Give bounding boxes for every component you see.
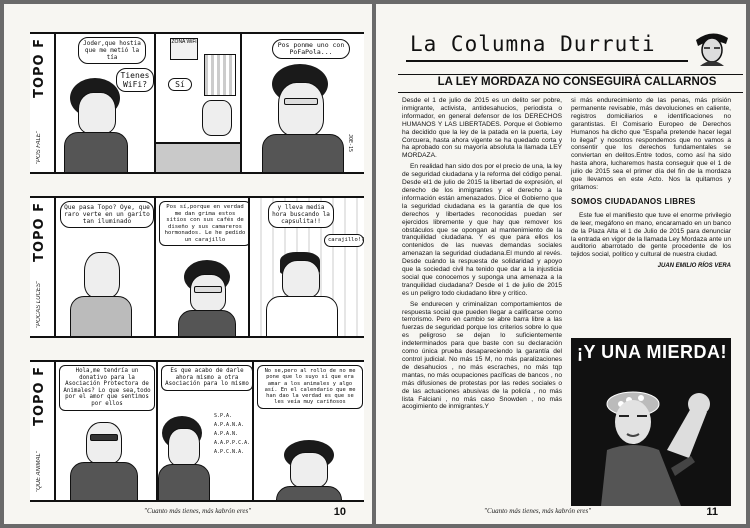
character-body: [262, 134, 344, 172]
character-face: [84, 252, 120, 298]
author-byline: JUAN EMILIO RÍOS VERA: [657, 263, 731, 270]
topo-logo: TOPO F: [32, 366, 47, 426]
comic-panel: [156, 362, 254, 500]
character-body: [276, 486, 342, 500]
association-list: [214, 412, 252, 457]
strip-subtitle: "QUE ANIMAL": [36, 450, 42, 492]
left-page: [4, 4, 372, 524]
character-body: [70, 462, 138, 500]
list-item: A.P.A.N.A.: [214, 422, 245, 428]
page-number: 11: [706, 506, 718, 518]
strip-brand: [30, 362, 56, 500]
character-face: [190, 274, 226, 312]
character-body: [158, 464, 210, 500]
article-headline: LA LEY MORDAZA NO CONSEGUIRÁ CALLARNOS: [437, 76, 717, 88]
paragraph: Este fue el manifiesto que tuve el enorme privilegio de leer, megáfono en mano, encaramado en un banco de la Plaza Alta el 1 de Julio de 2015 para denunciar la entrada en vigor de la llamada Ley Mordaza ante un auditorio abarrotado de gente procedente de los tejidos social, político y cultural de nuestra ciudad.: [571, 211, 731, 259]
shelf-bottles: [204, 54, 236, 96]
poster-title: ¡Y UNA MIERDA!: [577, 342, 727, 362]
rosie-poster: [571, 338, 731, 506]
speech-bubble: Tienes WiFi?: [116, 68, 154, 92]
article-column-1: [402, 97, 562, 502]
durruti-portrait: [692, 26, 732, 68]
headline-rule-top: [398, 74, 743, 75]
character-body: [64, 132, 128, 172]
character-body: [70, 296, 132, 336]
glasses: [194, 286, 222, 293]
character-body: [266, 296, 338, 336]
list-item: S.P.A.: [214, 413, 233, 419]
comic-strip-2: [30, 196, 364, 338]
wifi-sign-label: ZONA WiFi: [171, 39, 197, 45]
list-item: A.P.A.N.: [214, 431, 239, 437]
wifi-sign: [170, 38, 198, 60]
title-underline: [406, 60, 688, 62]
speech-bubble: Pos sí,porque en verdad me dan grima estos sitios con sus cafés de diseño y sus camareros hormonados. Le he pedido un carajillo: [159, 201, 250, 246]
bar-counter: [156, 142, 242, 172]
character-body: [178, 310, 236, 336]
topo-logo: TOPO F: [32, 38, 47, 98]
strip-brand: [30, 34, 56, 172]
character-face: [168, 428, 200, 466]
list-item: A.A.P.P.C.A.: [214, 440, 251, 446]
comic-strip-3: [30, 360, 364, 502]
speech-bubble: Hola,me tendría un donativo para la Asociación Protectora de Animales? Lo que sea,todo por el amor que sentimos por ellos: [59, 365, 155, 411]
glasses: [284, 98, 318, 105]
paragraph: Se endurecen y criminalizan comportamientos de respuesta social que pueden llegar a calificarse como terrorismo. Pero en cambio se abre barra libre a las fuerzas de seguridad porque los criterios sobre lo que es peligroso se dejan lo suficientemente indeterminados para que baste con su declaración como única prueba desapareciendo la garantía del control judicial. No más 15 M, no más paralizaciones de desahucios , no más escraches, no más tqp mantas, no más ocupaciones pacíficas de bancos , no más difusiones de protestas por las redes sociales o de las actuaciones abusivas de la policía , no más lista Falciani , no más caso Snowden , no más acogimiento de inmigrantes.Y: [402, 300, 562, 411]
page-number: 10: [333, 506, 346, 518]
character-face: [290, 452, 328, 488]
speech-bubble: Que pasa Topo? Oye, que raro verte en un garito tan iluminado: [60, 201, 154, 228]
character-face: [282, 260, 320, 298]
strip-subtitle: "POS FALE": [36, 130, 42, 164]
character-face: [278, 82, 324, 136]
article-column-2: [571, 97, 731, 337]
comic-panel: [248, 198, 364, 336]
paragraph: si más endurecimiento de las penas, más prisión permanente revisable, más devoluciones en caliente, registros domiciliarios e identificaciones no garantistas. El Comisario Europeo de Derechos Humanos ha dicho que "España pretende hacer legal lo ilegal" y nosotros respondemos que no vamos a consentir que los derechos fundamentales se conviertan en delitos.Entre todos, como así ha sido hasta ahora, lucharemos hasta conseguir que el 1 de julio de 2015 sea el primer día del fin de la mordaza que llevamos en este Acto. Nos la quitamos y gritamos:: [571, 97, 731, 191]
strip-brand: [30, 198, 56, 336]
speech-bubble: Joder,que hostia que me metió la tía: [78, 37, 146, 64]
character-face: [78, 92, 116, 134]
comic-panel: [154, 198, 250, 336]
comic-panel: [56, 362, 156, 500]
comic-panel: [56, 198, 154, 336]
comic-strip-1: [30, 32, 364, 174]
strip-subtitle: "POCAS LUCES": [36, 281, 42, 328]
speech-bubble: carajillo!?: [324, 234, 364, 247]
comic-panel: [240, 34, 364, 172]
speech-bubble: Pos ponme uno con PoFaPola...: [272, 39, 350, 59]
character-face: [86, 422, 122, 464]
speech-bubble: Sí: [168, 78, 192, 91]
bartender-face: [202, 100, 232, 136]
subheading: SOMOS CIUDADANOS LIBRES: [571, 196, 696, 206]
speech-bubble: Es que acabo de darle ahora mismo a otra Asociación para lo mismo: [161, 365, 253, 391]
headline-rule-bottom: [398, 92, 743, 93]
comic-panel: [56, 34, 154, 172]
topo-logo: TOPO F: [32, 202, 47, 262]
comic-panel: [154, 34, 242, 172]
comic-panel: [252, 362, 364, 500]
sunglasses: [90, 434, 118, 441]
footer-quote: "Cuanto más tienes, más kabrón eres": [484, 507, 592, 515]
poster-illustration: [571, 338, 731, 506]
list-item: A.P.C.N.A.: [214, 449, 245, 455]
paragraph: Desde el 1 de julio de 2015 es un delito ser pobre, inmigrante, activista, antidesahucios, periodista o informador, en general defensor de los DERECHOS HUMANOS Y LAS LIBERTADES. Porque el Gobierno ha decidido que la ley de la patada en la puerta, Ley Corcuera, hasta ahora vigente se ha quedado corta y ha aprobado con su mayoría absoluta la llamada LEY MORDAZA.: [402, 97, 562, 160]
column-title: La Columna Durruti: [410, 32, 656, 56]
footer-quote: "Cuanto más tienes, más kabrón eres": [144, 507, 252, 515]
speech-bubble: No se,pero al rollo de no me pone que lo suyo sí que era amar a los animales y algo así. En el calendario que me han dao la verdad es que se les veía muy cariñosos: [257, 365, 363, 409]
signature: JOE-15: [347, 134, 353, 153]
right-page: [376, 4, 746, 524]
paragraph: En realidad han sido dos por el precio de una, la ley de seguridad ciudadana y la reforma del código penal. Desde el1 de julio de 2015 la libertad de expresión, el derecho de los inmigrantes y el derecho a la información están amenazados. Dice el Gobierno que la seguridad ciudadana es la garantía de que los derechos y libertades reconocidas puedan ser ejercidos libremente y que hay que remover los obstáculos que se opongan al mantenimiento de la tranquilidad ciudadana. Y es que para ellos los contenidos de las nuevas demandas sociales amenazan la seguridad ciudadana.El mundo al revés. Desde cuándo la respuesta de solidaridad y apoyo que la sociedad civil ha tenido que dar a la injusticia social que conocemos y suponga una amenaza a la tranquilidad ciudadana? Desde el 1 de julio de 2015 es un peligro todo ciudadano libre y crítico.: [402, 163, 562, 297]
speech-bubble: y lleva media hora buscando la capsulita!!: [268, 201, 334, 228]
